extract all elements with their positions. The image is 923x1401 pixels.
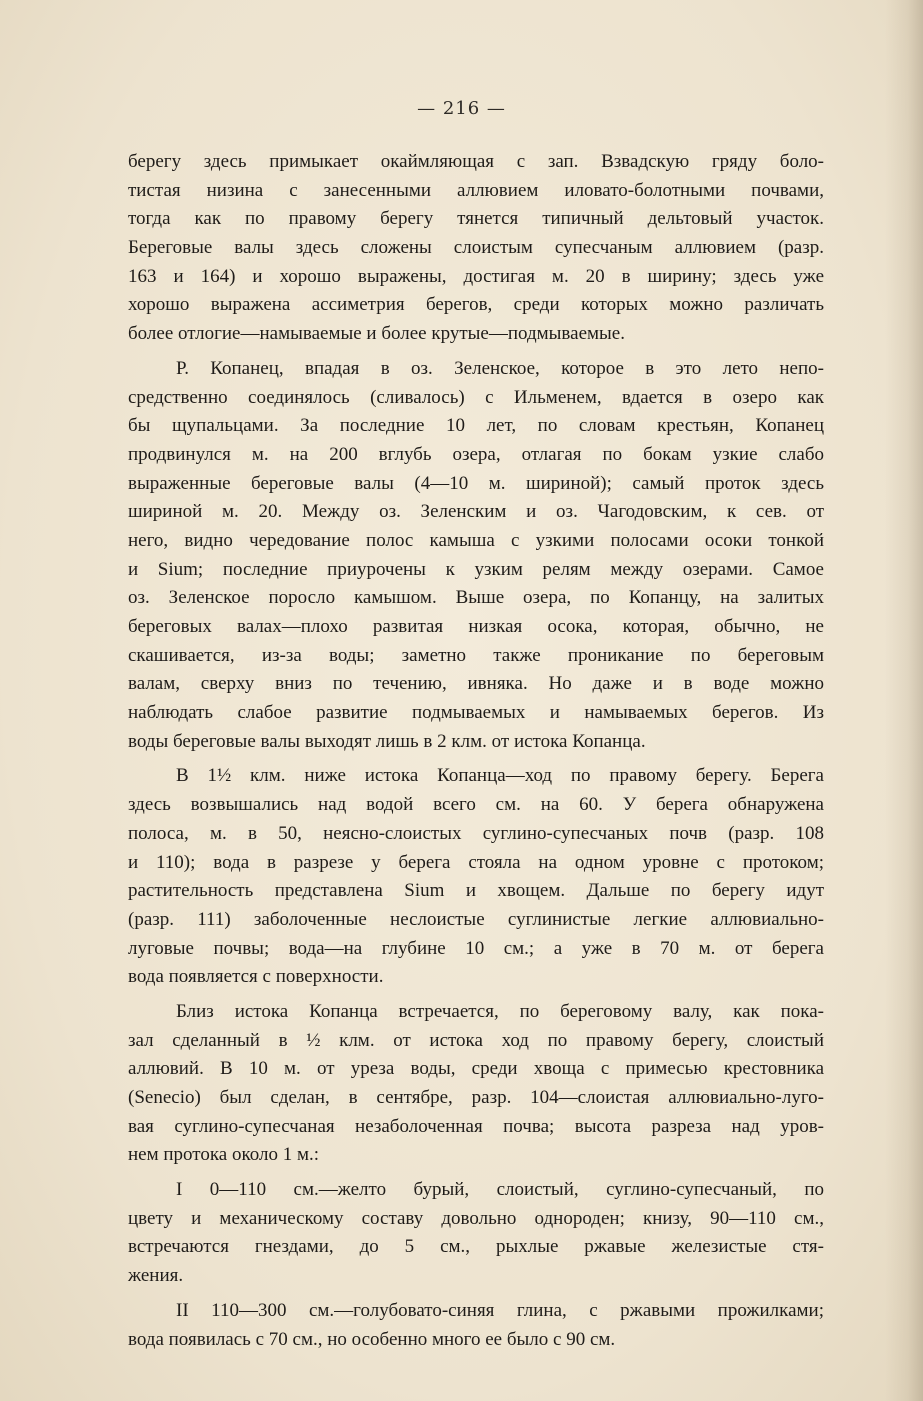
text-line: здесь возвышались над водой всего см. на 60. У берега обнаружена [128,794,824,816]
text-line: жения. [128,1265,184,1287]
text-line: В 1½ клм. ниже истока Копанца—ход по правому берегу. Берега [176,765,824,787]
text-line: валам, сверху вниз по течению, ивняка. Но даже и в воде можно [128,673,824,695]
text-line: него, видно чередование полос камыша с узкими полосами осоки тонкой [128,529,824,551]
text-line: растительность представлена Sium и хвощем. Дальше по берегу идут [128,880,824,902]
text-line: (разр. 111) заболоченные неслоистые суглинистые легкие аллювиально- [128,908,824,930]
text-line: цвету и механическому составу довольно однороден; книзу, 90—110 см., [128,1207,824,1229]
body-text [128,148,824,1354]
text-line: тистая низина с занесенными аллювием иловато-болотными почвами, [128,179,824,201]
text-line: Береговые валы здесь сложены слоистым супесчаным аллювием (разр. [128,237,824,259]
text-line: воды береговые валы выходят лишь в 2 клм. от истока Копанца. [128,730,646,752]
text-line: Близ истока Копанца встречается, по береговому валу, как пока- [176,1000,824,1022]
text-line: оз. Зеленское поросло камышом. Выше озера, по Копанцу, на залитых [128,587,824,609]
text-line: шириной м. 20. Между оз. Зеленским и оз. Чагодовским, к сев. от [128,501,824,523]
text-line: вода появляется с поверхности. [128,966,384,988]
text-line: II 110—300 см.—голубовато-синяя глина, с ржавыми прожилками; [176,1299,824,1321]
text-line: 163 и 164) и хорошо выражены, достигая м. 20 в ширину; здесь уже [128,265,824,287]
text-line: полоса, м. в 50, неясно-слоистых суглино-супесчаных почв (разр. 108 [128,822,824,844]
text-line: вода появилась с 70 см., но особенно много ее было с 90 см. [128,1328,616,1350]
text-line: средственно соединялось (сливалось) с Ильменем, вдается в озеро как [128,386,824,408]
paragraph [128,1297,824,1354]
page-number: — 216 — [417,98,506,119]
text-line: (Senecio) был сделан, в сентябре, разр. 104—слоистая аллювиально-луго- [128,1087,824,1108]
text-line: наблюдать слабое развитие подмываемых и намываемых берегов. Из [128,702,824,724]
text-line: луговые почвы; вода—на глубине 10 см.; а уже в 70 м. от берега [128,937,824,959]
paragraph [128,355,824,757]
paragraph [128,998,824,1170]
text-line: более отлогие—намываемые и более крутые—подмываемые. [128,323,625,345]
paragraph [128,148,824,349]
paragraph [128,762,824,992]
text-line: берегу здесь примыкает окаймляющая с зап. Взвадскую гряду боло- [128,151,824,172]
paragraph [128,1176,824,1291]
text-line: аллювий. В 10 м. от уреза воды, среди хвоща с примесью крестовника [128,1058,824,1080]
text-line: Р. Копанец, впадая в оз. Зеленское, которое в это лето непо- [176,357,824,379]
text-line: выраженные береговые валы (4—10 м. шириной); самый проток здесь [128,472,824,494]
text-line: нем протока около 1 м.: [128,1144,320,1166]
text-line: зал сделанный в ½ клм. от истока ход по правому берегу, слоистый [128,1029,824,1051]
text-line: и 110); вода в разрезе у берега стояла на одном уровне с протоком; [128,851,824,873]
text-line: бы щупальцами. За последние 10 лет, по словам крестьян, Копанец [128,415,824,437]
text-line: продвинулся м. на 200 вглубь озера, отлагая по бокам узкие слабо [128,443,824,465]
text-line: тогда как по правому берегу тянется типичный дельтовый участок. [128,208,824,230]
text-line: I 0—110 см.—желто бурый, слоистый, суглино-супесчаный, по [176,1179,824,1201]
text-line: встречаются гнездами, до 5 см., рыхлые ржавые железистые стя- [128,1236,824,1258]
text-line: хорошо выражена ассиметрия берегов, среди которых можно различать [128,294,824,316]
text-line: скашивается, из-за воды; заметно также проникание по береговым [128,644,824,666]
text-line: и Sium; последние приурочены к узким релям между озерами. Самое [128,558,824,580]
text-line: береговых валах—плохо развитая низкая осока, которая, обычно, не [128,616,824,637]
text-line: вая суглино-супесчаная незаболоченная почва; высота разреза над уров- [128,1115,824,1137]
